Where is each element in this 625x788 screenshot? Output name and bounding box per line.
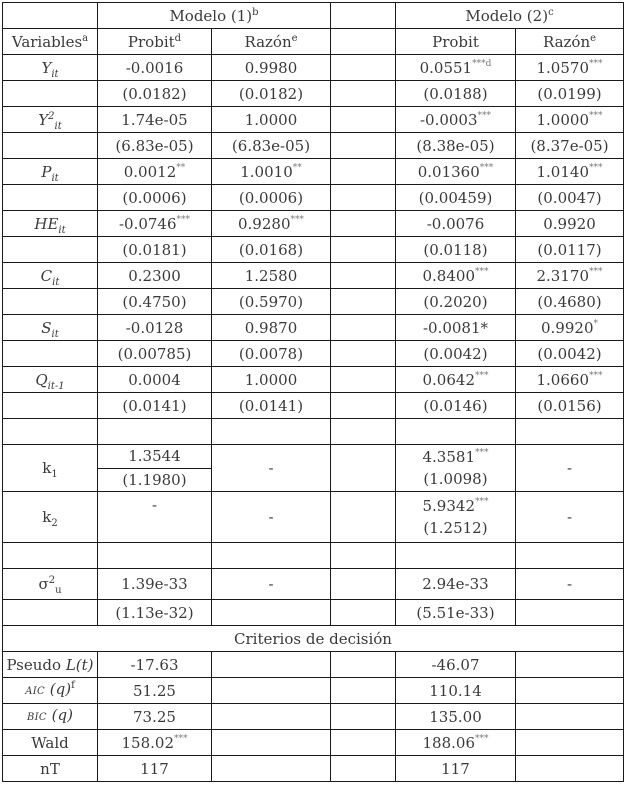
se-value: (0.0168)	[212, 237, 331, 263]
empty-cell	[331, 237, 396, 263]
coef-value: 1.0000	[212, 367, 331, 393]
se-value: (0.0042)	[516, 341, 624, 367]
empty-cell	[331, 600, 396, 626]
coef-value: -0.0003***	[396, 107, 516, 133]
variable-label: $k_1$	[3, 445, 98, 492]
se-value: (0.0199)	[516, 81, 624, 107]
criteria-model1: 73.25	[98, 704, 212, 730]
empty-cell	[212, 704, 331, 730]
sigma-model1-razon: -	[212, 569, 331, 600]
se-row	[3, 341, 624, 367]
criteria-row	[3, 756, 624, 782]
criteria-label: BIC (q)	[3, 704, 98, 730]
empty-cell	[331, 704, 396, 730]
criteria-row	[3, 730, 624, 756]
empty-cell	[212, 730, 331, 756]
se-value: (0.00459)	[396, 185, 516, 211]
empty-cell	[98, 419, 212, 445]
criteria-label: Wald	[3, 730, 98, 756]
k2-model2-probit: 5.9342*** (1.2512)	[396, 492, 516, 543]
criteria-row	[3, 678, 624, 704]
empty-cell	[331, 3, 396, 29]
empty-cell	[331, 211, 396, 237]
k2-model1-razon: -	[212, 492, 331, 543]
se-value: (0.0182)	[98, 81, 212, 107]
criteria-model2: -46.07	[396, 652, 516, 678]
coef-value: -0.0016	[98, 55, 212, 81]
se-value: (0.0006)	[98, 185, 212, 211]
variables-header: Variables$^a$	[3, 29, 98, 55]
variable-label: $Y_{it}$	[3, 55, 98, 81]
sigma-model2-razon: -	[516, 569, 624, 600]
variable-label: $k_2$	[3, 492, 98, 543]
coef-row	[3, 55, 624, 81]
empty-cell	[331, 393, 396, 419]
se-value: (0.0118)	[396, 237, 516, 263]
k1-model2-razon: -	[516, 445, 624, 492]
coef-row	[3, 315, 624, 341]
model2-header: Modelo $(2)^c$	[396, 3, 624, 29]
razon2-header: Razón$^e$	[516, 29, 624, 55]
variable-label: $HE_{it}$	[3, 211, 98, 237]
se-row	[3, 185, 624, 211]
sigma-model2-probit: 2.94e-33	[396, 569, 516, 600]
coef-row	[3, 159, 624, 185]
k2-model2-razon: -	[516, 492, 624, 543]
empty-cell	[212, 678, 331, 704]
se-value: (0.0047)	[516, 185, 624, 211]
empty-cell	[331, 159, 396, 185]
empty-cell	[212, 756, 331, 782]
se-value: (0.0006)	[212, 185, 331, 211]
empty-cell	[3, 237, 98, 263]
criteria-model2: 110.14	[396, 678, 516, 704]
coef-value: -0.0081*	[396, 315, 516, 341]
empty-cell	[396, 419, 516, 445]
se-value: (6.83e-05)	[98, 133, 212, 159]
empty-cell	[3, 289, 98, 315]
coef-value: 1.0570***	[516, 55, 624, 81]
coef-value: 1.0660***	[516, 367, 624, 393]
empty-cell	[212, 600, 331, 626]
sigma-model1-probit: 1.39e-33	[98, 569, 212, 600]
k2-model1-probit: -	[98, 492, 212, 543]
header-row-methods	[3, 29, 624, 55]
coef-value: -0.0128	[98, 315, 212, 341]
empty-cell	[3, 81, 98, 107]
empty-cell	[331, 652, 396, 678]
coef-value: 1.2580	[212, 263, 331, 289]
empty-cell	[516, 600, 624, 626]
criteria-model1: 117	[98, 756, 212, 782]
se-value: (0.0141)	[98, 393, 212, 419]
criteria-model1: 51.25	[98, 678, 212, 704]
criteria-model1: 158.02***	[98, 730, 212, 756]
empty-cell	[3, 133, 98, 159]
variable-label: $S_{it}$	[3, 315, 98, 341]
coef-value: 1.0010**	[212, 159, 331, 185]
empty-cell	[331, 55, 396, 81]
se-value: (0.0042)	[396, 341, 516, 367]
se-value: (0.0146)	[396, 393, 516, 419]
se-row	[3, 237, 624, 263]
empty-cell	[331, 107, 396, 133]
se-value: (1.13e-32)	[98, 600, 212, 626]
coef-value: -0.0746***	[98, 211, 212, 237]
se-value: (0.4750)	[98, 289, 212, 315]
criteria-model1: -17.63	[98, 652, 212, 678]
empty-cell	[331, 730, 396, 756]
se-value: (0.4680)	[516, 289, 624, 315]
criteria-row	[3, 704, 624, 730]
empty-cell	[331, 185, 396, 211]
se-value: (0.0182)	[212, 81, 331, 107]
coef-value: 2.3170***	[516, 263, 624, 289]
coef-row	[3, 367, 624, 393]
variable-label: $C_{it}$	[3, 263, 98, 289]
empty-cell	[331, 492, 396, 543]
k1-model1-probit: 1.3544 (1.1980)	[98, 445, 212, 492]
se-value: (0.2020)	[396, 289, 516, 315]
criteria-model2: 188.06***	[396, 730, 516, 756]
se-value: (0.0141)	[212, 393, 331, 419]
empty-cell	[516, 756, 624, 782]
se-value: (6.83e-05)	[212, 133, 331, 159]
empty-cell	[396, 543, 516, 569]
se-value: (0.0117)	[516, 237, 624, 263]
se-row	[3, 289, 624, 315]
variable-label: $Q_{it-1}$	[3, 367, 98, 393]
empty-cell	[98, 543, 212, 569]
coef-value: 0.9920*	[516, 315, 624, 341]
empty-cell	[331, 756, 396, 782]
probit1-header: Probit$^d$	[98, 29, 212, 55]
criteria-row	[3, 652, 624, 678]
empty-cell	[331, 315, 396, 341]
se-value: (8.37e-05)	[516, 133, 624, 159]
model1-header: Modelo $(1)^b$	[98, 3, 331, 29]
empty-cell	[212, 652, 331, 678]
empty-cell	[516, 652, 624, 678]
coef-value: 0.0012**	[98, 159, 212, 185]
empty-cell	[331, 81, 396, 107]
empty-cell	[331, 569, 396, 600]
se-row	[3, 133, 624, 159]
se-row	[3, 393, 624, 419]
coef-value: 1.0000***	[516, 107, 624, 133]
coef-value: 0.0004	[98, 367, 212, 393]
empty-cell	[331, 543, 396, 569]
razon1-header: Razón$^e$	[212, 29, 331, 55]
sigma-row	[3, 569, 624, 600]
empty-cell	[331, 341, 396, 367]
empty-cell	[3, 393, 98, 419]
criteria-label: Pseudo L(t)	[3, 652, 98, 678]
coef-value: 1.0140***	[516, 159, 624, 185]
blank-row	[3, 543, 624, 569]
empty-cell	[212, 543, 331, 569]
coef-value: 0.8400***	[396, 263, 516, 289]
variable-label: $P_{it}$	[3, 159, 98, 185]
k1-model2-probit: 4.3581*** (1.0098)	[396, 445, 516, 492]
empty-cell	[331, 445, 396, 492]
coef-value: 0.2300	[98, 263, 212, 289]
coef-value: 0.9280***	[212, 211, 331, 237]
se-value: (0.00785)	[98, 341, 212, 367]
se-row	[3, 81, 624, 107]
criteria-label: nT	[3, 756, 98, 782]
empty-cell	[331, 419, 396, 445]
threshold-row-k1	[3, 445, 624, 492]
coef-value: 0.0551$^{***d}$	[396, 55, 516, 81]
coef-row	[3, 211, 624, 237]
se-value: (5.51e-33)	[396, 600, 516, 626]
empty-cell	[331, 29, 396, 55]
se-value: (0.0156)	[516, 393, 624, 419]
coef-value: 1.74e-05	[98, 107, 212, 133]
empty-cell	[331, 133, 396, 159]
empty-cell	[3, 543, 98, 569]
k1-model1-razon: -	[212, 445, 331, 492]
probit2-header: Probit	[396, 29, 516, 55]
empty-cell	[212, 419, 331, 445]
empty-cell	[3, 341, 98, 367]
empty-cell	[3, 185, 98, 211]
variable-label: $\sigma^2_u$	[3, 569, 98, 600]
coef-value: 1.0000	[212, 107, 331, 133]
header-row-models	[3, 3, 624, 29]
empty-cell	[331, 289, 396, 315]
empty-cell	[516, 419, 624, 445]
coef-value: 0.9980	[212, 55, 331, 81]
blank-row	[3, 419, 624, 445]
coef-row	[3, 263, 624, 289]
empty-cell	[3, 419, 98, 445]
criteria-title: Criterios de decisión	[3, 626, 624, 652]
empty-cell	[331, 678, 396, 704]
variable-label: $Y^2_{it}$	[3, 107, 98, 133]
se-value: (0.5970)	[212, 289, 331, 315]
threshold-row-k2	[3, 492, 624, 543]
criteria-title-row	[3, 626, 624, 652]
empty-cell	[516, 678, 624, 704]
criteria-model2: 135.00	[396, 704, 516, 730]
sigma-se-row	[3, 600, 624, 626]
empty-cell	[331, 263, 396, 289]
empty-cell	[516, 543, 624, 569]
se-value: (0.0181)	[98, 237, 212, 263]
se-value: (0.0078)	[212, 341, 331, 367]
criteria-model2: 117	[396, 756, 516, 782]
se-value: (0.0188)	[396, 81, 516, 107]
coef-value: -0.0076	[396, 211, 516, 237]
coef-value: 0.01360***	[396, 159, 516, 185]
empty-cell	[516, 730, 624, 756]
empty-cell	[516, 704, 624, 730]
regression-results-table	[2, 2, 624, 782]
coef-value: 0.9870	[212, 315, 331, 341]
coef-value: 0.0642***	[396, 367, 516, 393]
empty-cell	[3, 3, 98, 29]
coef-row	[3, 107, 624, 133]
criteria-label: AIC $(q)^f$	[3, 678, 98, 704]
empty-cell	[3, 600, 98, 626]
se-value: (8.38e-05)	[396, 133, 516, 159]
empty-cell	[331, 367, 396, 393]
coef-value: 0.9920	[516, 211, 624, 237]
